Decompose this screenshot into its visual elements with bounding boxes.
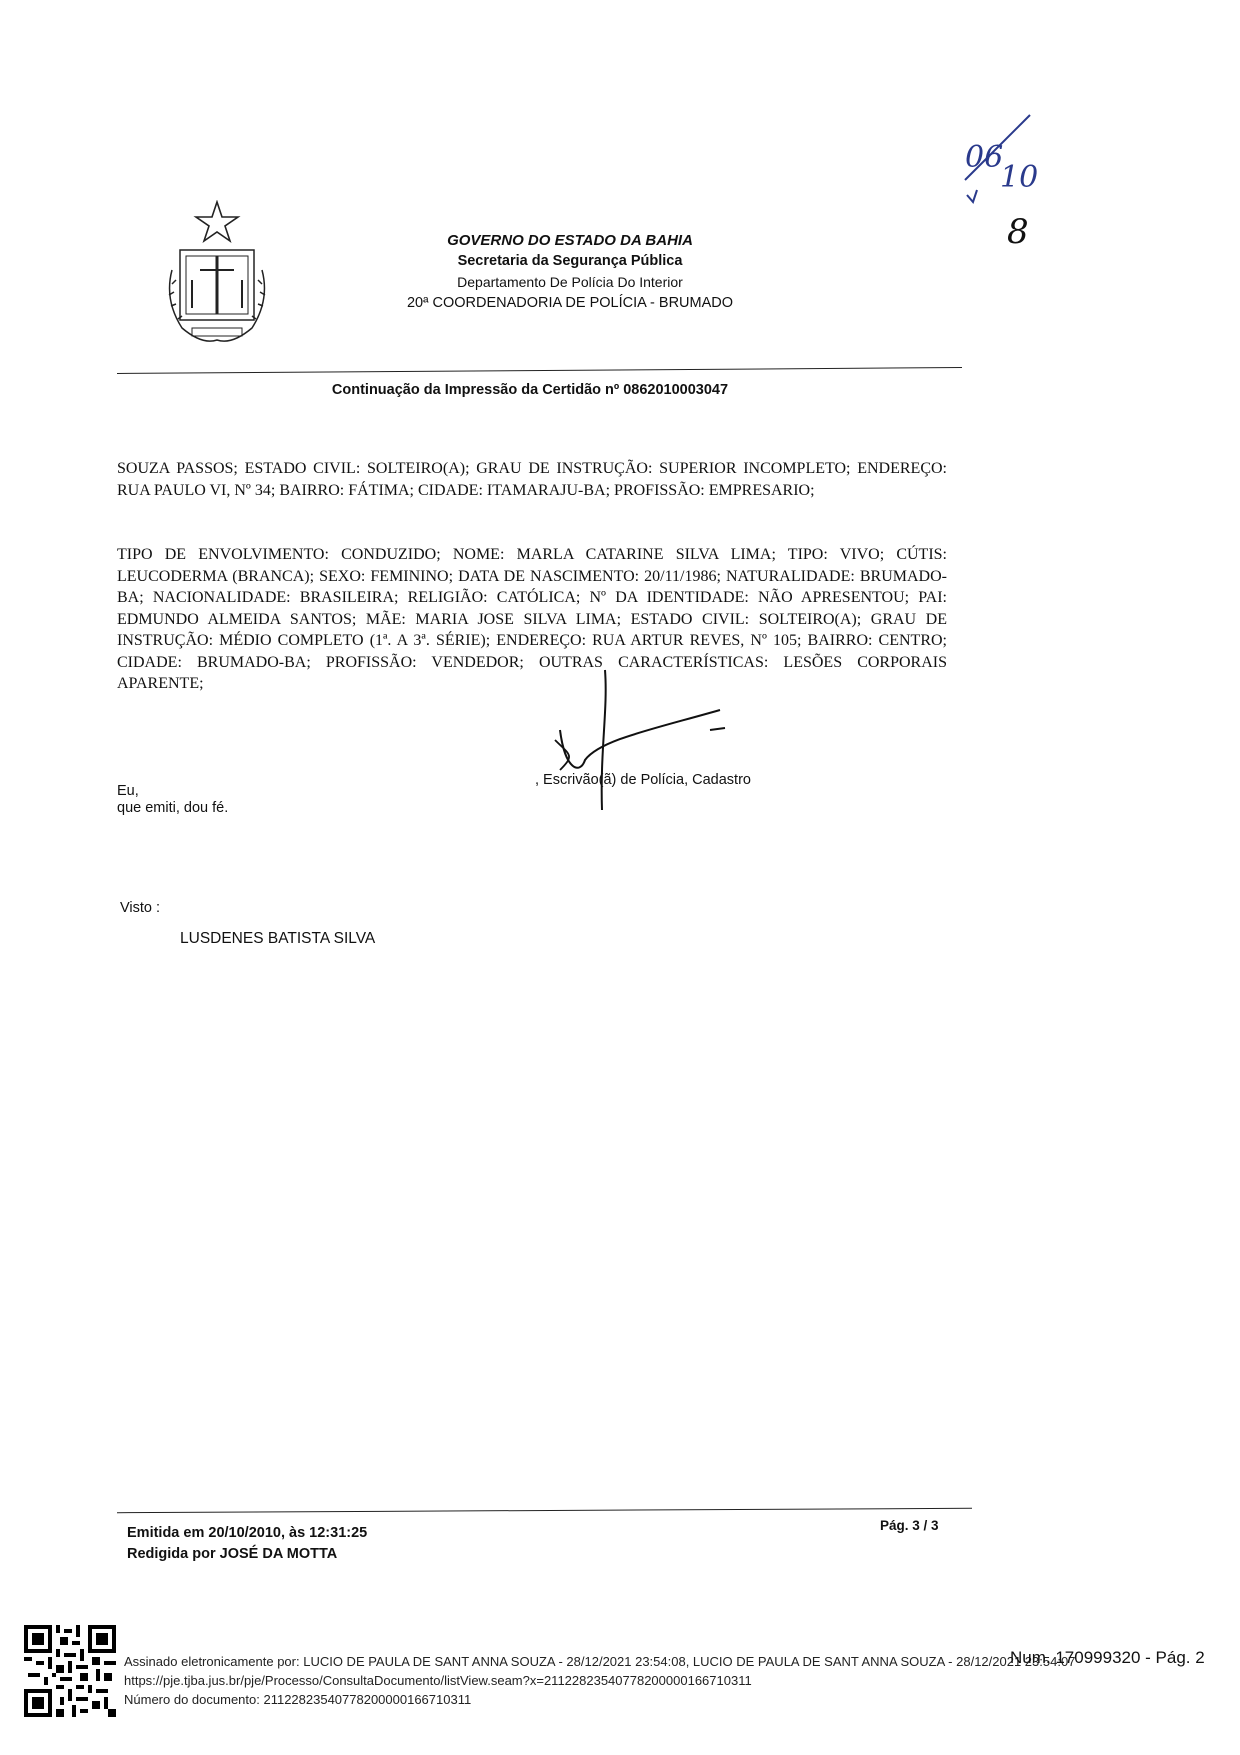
footer-divider: [117, 1508, 972, 1513]
clerk-role: , Escrivão(ã) de Polícia, Cadastro: [535, 772, 751, 788]
document-stamp: Num. 170999320 - Pág. 2: [1010, 1648, 1205, 1667]
issued-at: Emitida em 20/10/2010, às 12:31:25: [127, 1525, 368, 1541]
body-paragraph-1: SOUZA PASSOS; ESTADO CIVIL: SOLTEIRO(A); GRAU DE INSTRUÇÃO: SUPERIOR INCOMPLETO; ENDEREÇO: RUA PAULO VI, Nº 34; BAIRRO: FÁTIMA; CIDADE: ITAMARAJU-BA; PROFISSÃO: EMPRESARIO;: [117, 460, 947, 499]
visto-label: Visto :: [120, 900, 161, 916]
department-title: Departamento De Polícia Do Interior: [457, 274, 683, 290]
handwritten-page-mark: 8: [1007, 212, 1029, 252]
certificate-title: Continuação da Impressão da Certidão nº 0862010003047: [331, 382, 729, 398]
clerk-signature: [540, 660, 740, 830]
header-divider: [117, 367, 962, 374]
written-by: Redigida por JOSÉ DA MOTTA: [127, 1546, 338, 1562]
government-title: GOVERNO DO ESTADO DA BAHIA: [447, 232, 693, 249]
authority-name: LUSDENES BATISTA SILVA: [180, 930, 376, 947]
page-count: Pág. 3 / 3: [880, 1518, 939, 1533]
coat-of-arms-emblem: [162, 200, 272, 350]
document-number: Número do documento: 21122823540778200000166710311: [124, 1692, 472, 1707]
document-url[interactable]: https://pje.tjba.jus.br/pje/Processo/ConsultaDocumento/listView.seam?x=21122823540778200000166710311: [124, 1673, 752, 1688]
secretariat-title: Secretaria da Segurança Pública: [457, 253, 683, 269]
body-paragraph-2: TIPO DE ENVOLVIMENTO: CONDUZIDO; NOME: MARLA CATARINE SILVA LIMA; TIPO: VIVO; CÚTIS: LEUCODERMA (BRANCA); SEXO: FEMININO; DATA DE NASCIMENTO: 20/11/1986; NATURALIDADE: BRUMADO-BA; NACIONALIDADE: BRASILEIRA; RELIGIÃO: CATÓLICA; Nº DA IDENTIDADE: NÃO APRESENTOU; PAI: EDMUNDO ALMEIDA SANTOS; MÃE: MARIA JOSE SILVA LIMA; ESTADO CIVIL: SOLTEIRO(A); GRAU DE INSTRUÇÃO: MÉDIO COMPLETO (1ª. A 3ª. SÉRIE); ENDEREÇO: RUA ARTUR REVES, Nº 105; BAIRRO: CENTRO; CIDADE: BRUMADO-BA; PROFISSÃO: VENDEDOR; OUTRAS CARACTERÍSTICAS: LESÕES CORPORAIS APARENTE;: [117, 546, 947, 692]
institution-header: [380, 230, 760, 314]
handwritten-sheet-total: 10: [1000, 160, 1039, 195]
electronic-signature-line: Assinado eletronicamente por: LUCIO DE PAULA DE SANT ANNA SOUZA - 28/12/2021 23:54:08, LUCIO DE PAULA DE SANT ANNA SOUZA - 28/12/2021 23:54:07: [124, 1654, 1076, 1669]
qr-code-image: [24, 1625, 116, 1717]
statement-eu: Eu,: [117, 783, 139, 799]
handwritten-sheet-number: 06: [965, 140, 1004, 175]
coordination-title: 20ª COORDENADORIA DE POLÍCIA - BRUMADO: [406, 295, 734, 311]
statement-closing: que emiti, dou fé.: [117, 800, 229, 816]
